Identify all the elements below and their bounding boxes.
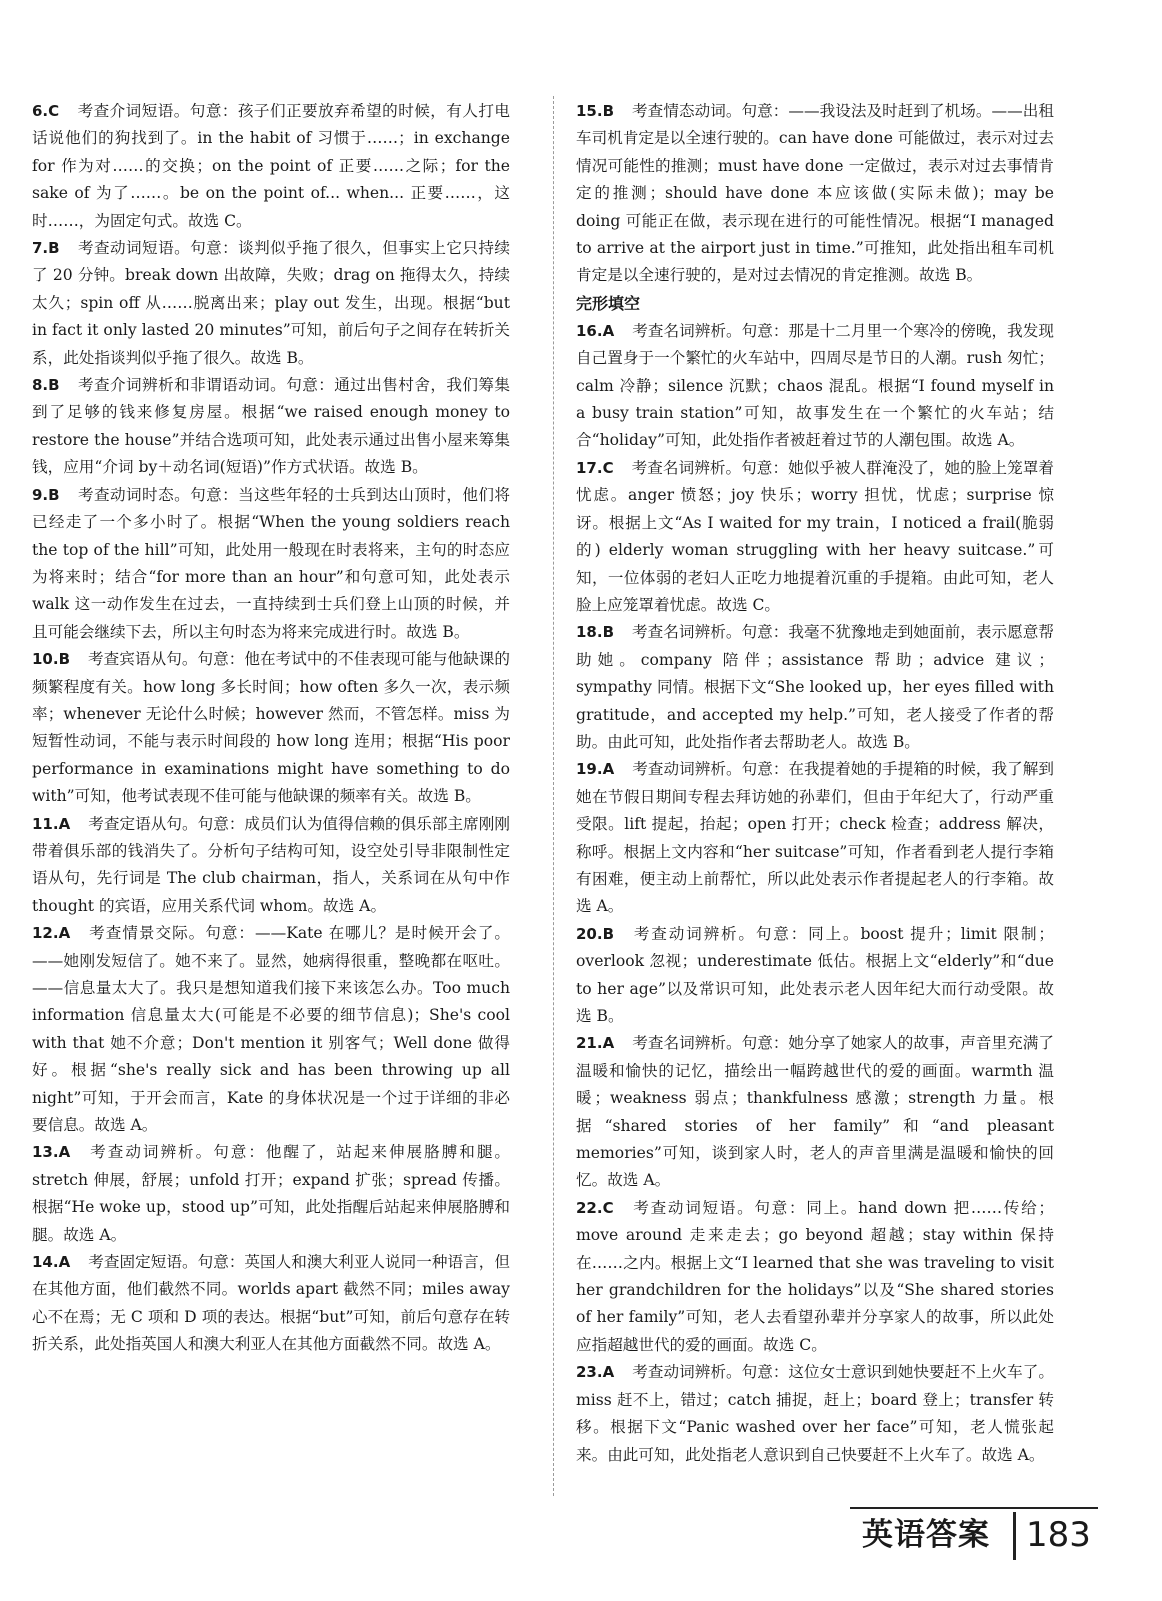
answer-14 bbox=[32, 1249, 510, 1359]
answer-number: 12.A bbox=[32, 924, 71, 943]
answer-number: 6.C bbox=[32, 102, 60, 120]
section-heading: 完形填空 bbox=[576, 293, 641, 313]
answer-text: 考查动词时态。句意：当这些年轻的士兵到达山顶时，他们将已经走了一个多小时了。根据“When the young soldiers reach the top of the hill”可知，此处用一般现在时表将来，主句的时态应为将来时；结合“for more than an hour”和句意可知，此处表示 walk 这一动作发生在过去，一直持续到士兵们登上山顶的时候，并且可能会继续下去，所以主句时态为将来完成进行时。故选 B。 bbox=[32, 485, 510, 641]
answer-text: 考查介词辨析和非谓语动词。句意：通过出售村舍，我们筹集到了足够的钱来修复房屋。根据“we raised enough money to restore the house”并结合选项可知，此处表示通过出售小屋来筹集钱，应用“介词 by＋动名词(短语)”作方式状语。故选 B。 bbox=[32, 376, 510, 477]
answer-text: 考查动词辨析。句意：在我提着她的手提箱的时候，我了解到她在节假日期间专程去拜访她的孙辈们，但由于年纪大了，行动严重受限。lift 提起，抬起；open 打开；check 检查；address 解决，称呼。根据上文内容和“her suitcase”可知，作者看到老人提行李箱有困难，便主动上前帮忙，所以此处表示作者提起老人的行李箱。故选 A。 bbox=[576, 760, 1054, 916]
answer-text: 考查名词辨析。句意：她分享了她家人的故事，声音里充满了温暖和愉快的记忆，描绘出一幅跨越世代的爱的画面。warmth 温暖；weakness 弱点；thankfulness 感激；strength 力量。根据“shared stories of her family”和“and pleasant memories”可知，谈到家人时，老人的声音里满是温暖和愉快的回忆。故选 A。 bbox=[576, 1034, 1054, 1190]
page-number: 183 bbox=[1026, 1515, 1091, 1555]
answer-19 bbox=[576, 756, 1054, 920]
answer-number: 11.A bbox=[32, 814, 71, 833]
answer-number: 9.B bbox=[32, 485, 60, 504]
answer-9 bbox=[32, 482, 510, 646]
answer-20 bbox=[576, 921, 1054, 1031]
answer-23 bbox=[576, 1359, 1054, 1469]
answer-number: 10.B bbox=[32, 650, 71, 669]
answer-text: 考查动词辨析。句意：这位女士意识到她快要赶不上火车了。miss 赶不上，错过；catch 捕捉，赶上；board 登上；transfer 转移。根据下文“Panic washed over her face”可知，老人慌张起来。由此可知，此处指老人意识到自己快要赶不上火车了。故选 A。 bbox=[576, 1363, 1054, 1464]
answer-13 bbox=[32, 1139, 510, 1249]
answer-number: 18.B bbox=[576, 623, 615, 642]
answer-text: 考查名词辨析。句意：她似乎被人群淹没了，她的脸上笼罩着忧虑。anger 愤怒；joy 快乐；worry 担忧，忧虑；surprise 惊讶。根据上文“As I waited for my train，I noticed a frail(脆弱的) elderly woman struggling with her heavy suitcase.”可知，一位体弱的老妇人正吃力地提着沉重的手提箱。由此可知，老人脸上应笼罩着忧虑。故选 C。 bbox=[576, 458, 1054, 614]
answer-21 bbox=[576, 1030, 1054, 1194]
answer-text: 考查介词短语。句意：孩子们正要放弃希望的时候，有人打电话说他们的狗找到了。in the habit of 习惯于……；in exchange for 作为对……的交换；on the point of 正要……之际；for the sake of 为了……。be on the point of... when... 正要……，这时……，为固定句式。故选 C。 bbox=[32, 102, 510, 230]
answer-number: 7.B bbox=[32, 239, 60, 258]
left-column bbox=[32, 98, 510, 1359]
answer-7 bbox=[32, 235, 510, 372]
footer-separator bbox=[1013, 1512, 1016, 1560]
answer-10 bbox=[32, 646, 510, 810]
answer-17 bbox=[576, 455, 1054, 619]
footer-title: 英语答案 bbox=[862, 1517, 990, 1553]
answer-text: 考查定语从句。句意：成员们认为值得信赖的俱乐部主席刚刚带着俱乐部的钱消失了。分析句子结构可知，设空处引导非限制性定语从句，先行词是 The club chairman，指人，关系词在从句中作 thought 的宾语，应用关系代词 whom。故选 A。 bbox=[32, 814, 510, 915]
answer-number: 20.B bbox=[576, 924, 615, 943]
answer-text: 考查固定短语。句意：英国人和澳大利亚人说同一种语言，但在其他方面，他们截然不同。worlds apart 截然不同；miles away 心不在焉；无 C 项和 D 项的表达。根据“but”可知，前后句意存在转折关系，此处指英国人和澳大利亚人在其他方面截然不同。故选 A。 bbox=[32, 1253, 510, 1354]
answer-number: 17.C bbox=[576, 458, 614, 477]
answer-number: 22.C bbox=[576, 1198, 614, 1217]
answer-16 bbox=[576, 318, 1054, 455]
answer-text: 考查宾语从句。句意：他在考试中的不佳表现可能与他缺课的频繁程度有关。how long 多长时间；how often 多久一次，表示频率；whenever 无论什么时候；however 然而，不管怎样。miss 为短暂性动词，不能与表示时间段的 how long 连用；根据“His poor performance in examinations might have something to do with”可知，他考试表现不佳可能与他缺课的频率有关。故选 B。 bbox=[32, 650, 510, 806]
answer-6 bbox=[32, 98, 510, 235]
answer-number: 14.A bbox=[32, 1253, 71, 1272]
answer-number: 15.B bbox=[576, 102, 615, 120]
answer-text: 考查情景交际。句意：——Kate 在哪儿？是时候开会了。——她刚发短信了。她不来了。显然，她病得很重，整晚都在呕吐。——信息量太大了。我只是想知道我们接下来该怎么办。Too much information 信息量太大(可能是不必要的细节信息)；She's cool with that 她不介意；Don't mention it 别客气；Well done 做得好。根据“she's really sick and has been throwing up all night”可知，于开会而言，Kate 的身体状况是一个过于详细的非必要信息。故选 A。 bbox=[32, 924, 510, 1135]
answer-text: 考查动词辨析。句意：同上。boost 提升；limit 限制；overlook 忽视；underestimate 低估。根据上文“elderly”和“due to her age”以及常识可知，此处表示老人因年纪大而行动受限。故选 B。 bbox=[576, 924, 1054, 1025]
answer-22 bbox=[576, 1195, 1054, 1359]
answer-15 bbox=[576, 98, 1054, 290]
answer-number: 21.A bbox=[576, 1034, 615, 1053]
answer-8 bbox=[32, 372, 510, 482]
answer-text: 考查名词辨析。句意：我毫不犹豫地走到她面前，表示愿意帮助她。company 陪伴；assistance 帮助；advice 建议；sympathy 同情。根据下文“She looked up，her eyes filled with gratitude，and accepted my help.”可知，老人接受了作者的帮助。由此可知，此处指作者去帮助老人。故选 B。 bbox=[576, 623, 1054, 751]
answer-text: 考查名词辨析。句意：那是十二月里一个寒冷的傍晚，我发现自己置身于一个繁忙的火车站中，四周尽是节日的人潮。rush 匆忙；calm 冷静；silence 沉默；chaos 混乱。根据“I found myself in a busy train station”可知，故事发生在一个繁忙的火车站；结合“holiday”可知，此处指作者被赶着过节的人潮包围。故选 A。 bbox=[576, 321, 1054, 450]
answer-text: 考查动词辨析。句意：他醒了，站起来伸展胳膊和腿。stretch 伸展，舒展；unfold 打开；expand 扩张；spread 传播。根据“He woke up，stood up”可知，此处指醒后站起来伸展胳膊和腿。故选 A。 bbox=[32, 1143, 510, 1244]
answer-number: 19.A bbox=[576, 760, 615, 779]
answer-text: 考查情态动词。句意：——我设法及时赶到了机场。——出租车司机肯定是以全速行驶的。can have done 可能做过，表示对过去情况可能性的推测；must have done 一定做过，表示对过去事情肯定的推测；should have done 本应该做(实际未做)；may be doing 可能正在做，表示现在进行的可能性情况。根据“I managed to arrive at the airport just in time.”可推知，此处指出租车司机肯定是以全速行驶的，是对过去情况的肯定推测。故选 B。 bbox=[576, 102, 1054, 285]
answer-number: 13.A bbox=[32, 1143, 71, 1162]
answer-number: 16.A bbox=[576, 321, 615, 340]
answer-text: 考查动词短语。句意：谈判似乎拖了很久，但事实上它只持续了 20 分钟。break down 出故障，失败；drag on 拖得太久，持续太久；spin off 从……脱离出来；play out 发生，出现。根据“but in fact it only lasted 20 minutes”可知，前后句子之间存在转折关系，此处指谈判似乎拖了很久。故选 B。 bbox=[32, 239, 510, 367]
right-column bbox=[576, 98, 1054, 1469]
answer-12 bbox=[32, 920, 510, 1139]
answer-number: 23.A bbox=[576, 1363, 615, 1382]
column-divider bbox=[553, 96, 554, 1496]
answer-18 bbox=[576, 619, 1054, 756]
answer-11 bbox=[32, 811, 510, 921]
answer-text: 考查动词短语。句意：同上。hand down 把……传给；move around 走来走去；go beyond 超越；stay within 保持在……之内。根据上文“I learned that she was traveling to visit her grandchildren for the holidays”以及“She shared stories of her family”可知，老人去看望孙辈并分享家人的故事，所以此处应指超越世代的爱的画面。故选 C。 bbox=[576, 1198, 1054, 1354]
answer-number: 8.B bbox=[32, 376, 60, 395]
